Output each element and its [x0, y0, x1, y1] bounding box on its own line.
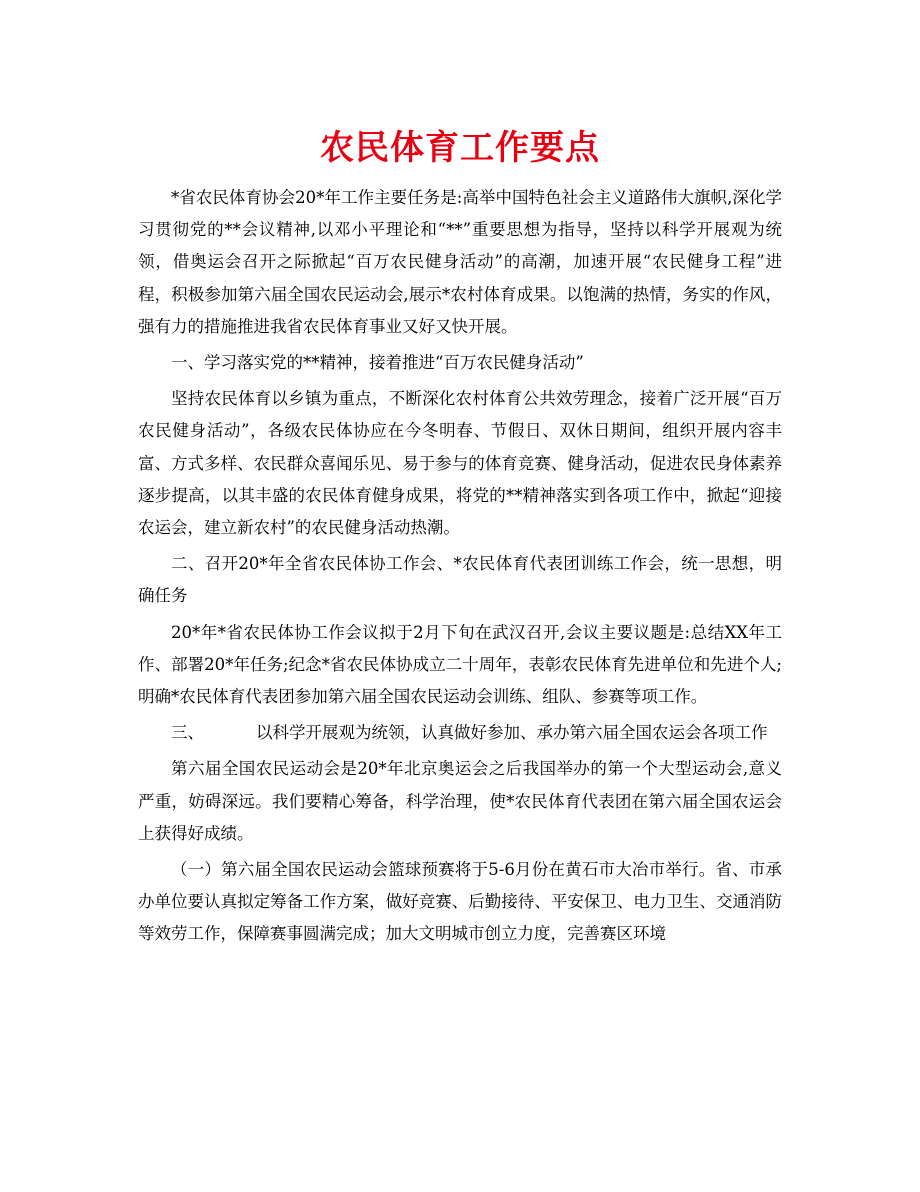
section-heading-3-text: 以科学开展观为统领，认真做好参加、承办第六届全国农运会各项工作 — [256, 723, 768, 743]
section-heading-3-number: 三、 — [171, 723, 204, 743]
paragraph-intro: *省农民体育协会20*年工作主要任务是:高举中国特色社会主义道路伟大旗帜,深化学习贯彻党的**会议精神,以邓小平理论和“**”重要思想为指导，坚持以科学开展观为统领，借奥运会召开之际掀起“百万农民健身活动”的高潮，加速开展“农民健身工程”进程，积极参加第六届全国农民运动会,展示*农村体育成果。以饱满的热情，务实的作风，强有力的措施推进我省农民体育事业又好又快开展。 — [138, 188, 782, 336]
section-heading-1: 一、学习落实党的**精神，接着推进“百万农民健身活动” — [171, 353, 584, 373]
paragraph-section-3: 第六届全国农民运动会是20*年北京奥运会之后我国举办的第一个大型运动会,意义严重，妨碍深远。我们要精心筹备，科学治理，使*农民体育代表团在第六届全国农运会上获得好成绩。 — [138, 759, 782, 843]
paragraph-section-3-item-1: （一）第六届全国农民运动会篮球预赛将于5-6月份在黄石市大冶市举行。省、市承办单位要认真拟定筹备工作方案，做好竞赛、后勤接待、平安保卫、电力卫生、交通消防等效劳工作，保障赛事圆满完成；加大文明城市创立力度，完善赛区环境 — [138, 860, 782, 944]
document-title: 农民体育工作要点 — [320, 128, 600, 168]
section-heading-2: 二、召开20*年全省农民体协工作会、*农民体育代表团训练工作会，统一思想，明确任务 — [138, 554, 782, 606]
paragraph-section-2: 20*年*省农民体协工作会议拟于2月下旬在武汉召开,会议主要议题是:总结XX年工作、部署20*年任务;纪念*省农民体协成立二十周年，表彰农民体育先进单位和先进个人;明确*农民体育代表团参加第六届全国农民运动会训练、组队、参赛等项工作。 — [138, 622, 782, 707]
paragraph-section-1: 坚持农民体育以乡镇为重点，不断深化农村体育公共效劳理念，接着广泛开展“百万农民健身活动”，各级农民体协应在今冬明春、节假日、双休日期间，组织开展内容丰富、方式多样、农民群众喜闻乐见、易于参与的体育竞赛、健身活动，促进农民身体素养逐步提高，以其丰盛的农民体育健身成果，将党的**精神落实到各项工作中，掀起“迎接农运会，建立新农村”的农民健身活动热潮。 — [138, 389, 782, 538]
section-heading-3 — [138, 717, 782, 749]
document-body — [138, 182, 782, 955]
